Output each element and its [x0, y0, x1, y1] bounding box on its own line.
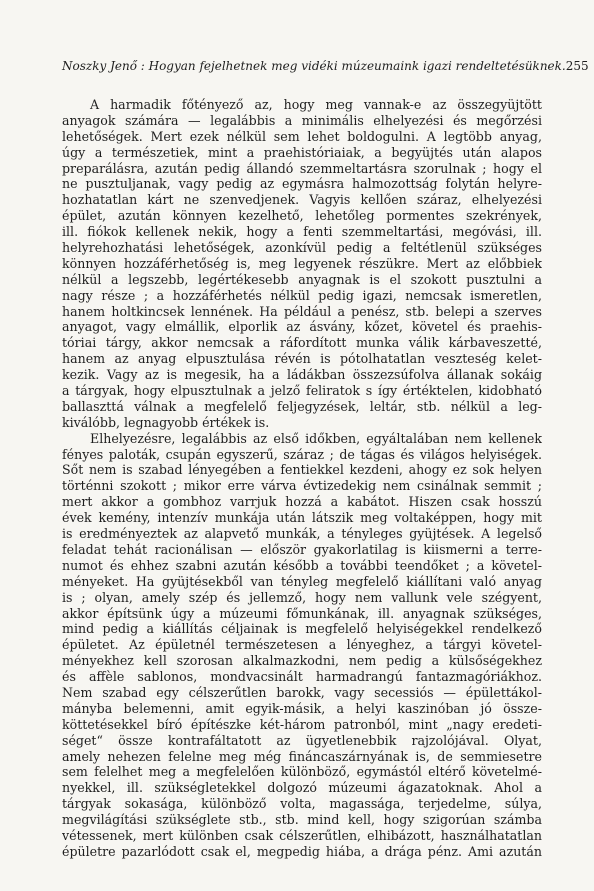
text-line: fényes paloták, csupán egyszerű, száraz ; de tágas és világos helyiségek. [62, 446, 542, 462]
text-line: és affèle sablonos, mondvacsinált harmadrangú fantazmagóriákhoz. [62, 669, 542, 685]
text-line: helyrehozhatási lehetőségek, azonkívül pedig a feltétlenül szükséges [62, 240, 542, 256]
text-line: séget“ össze kontrafáltatott az ügyetlenebbik rajzolójával. Olyat, [62, 732, 542, 748]
text-line: mind pedig a kiállítás céljainak is megfelelő helyiségekkel rendelkező [62, 621, 542, 637]
text-line: épületet. Az épületnél természetesen a lényeghez, a tárgyi követel- [62, 637, 542, 653]
text-line: történni szokott ; mikor erre várva évtizedekig nem csinálnak semmit ; [62, 478, 542, 494]
text-line: könnyen hozzáférhetőség is, meg legyenek részükre. Mert az előbbiek [62, 255, 542, 271]
text-line: akkor építsünk úgy a múzeumi főmunkának, ill. anyagnak szükséges, [62, 605, 542, 621]
text-line: évek kemény, intenzív munkája után látszik meg voltaképpen, hogy mit [62, 510, 542, 526]
text-line: hanem az anyag elpusztulása révén is pótolhatatlan veszteség kelet- [62, 351, 542, 367]
text-line: kiválóbb, legnagyobb értékek is. [62, 414, 270, 430]
text-line: anyagot, vagy elmállik, elporlik az ásvány, kőzet, követel és praehis- [62, 319, 542, 335]
text-line: ményekhez kell szorosan alkalmazkodni, nem pedig a külsőségekhez [62, 653, 542, 669]
text-line: mányba belemenni, amit egyik-másik, a helyi kaszinóban jó össze- [62, 700, 542, 716]
text-line: nélkül a legszebb, legértékesebb anyagnak is el szokott pusztulni a [62, 271, 542, 287]
text-line: nagy része ; a hozzáférhetés nélkül pedig igazi, nemcsak ismeretlen, [62, 287, 542, 303]
text-line: Sőt nem is szabad lényegében a fentiekkel kezdeni, ahogy ez sok helyen [62, 462, 542, 478]
text-line: ne pusztuljanak, vagy pedig az egymásra halmozottság folytán helyre- [62, 176, 542, 192]
text-line: anyagok számára — legalábbis a minimális elhelyezési és megőrzési [62, 112, 542, 128]
text-line: hozhatatlan kárt ne szenvedjenek. Vagyis kellően száraz, elhelyezési [62, 192, 542, 208]
text-line: a tárgyak, hogy elpusztulnak a jelző feliratok s így értéktelen, kidobható [62, 383, 542, 399]
page-number: 255 [565, 59, 589, 73]
text-line: is eredményeztek az alapvető munkák, a tényleges gyüjtések. A legelső [62, 526, 542, 542]
text-line: ill. fiókok kellenek nekik, hogy a fenti szemmeltartási, megóvási, ill. [62, 224, 542, 240]
text-line: tóriai tárgy, akkor nemcsak a ráfordított munka válik kárbaveszetté, [62, 335, 542, 351]
text-line: nyekkel, ill. szükségletekkel dolgozó múzeumi ágazatoknak. Ahol a [62, 780, 542, 796]
text-line: hanem holtkincsek lennének. Ha például a penész, stb. belepi a szerves [62, 303, 542, 319]
text-line: preparálásra, azután pedig állandó szemmeltartásra szorulnak ; hogy el [62, 160, 542, 176]
text-line: tárgyak sokasága, különböző volta, magassága, terjedelme, súlya, [62, 796, 542, 812]
text-line: mert akkor a gombhoz varrjuk hozzá a kabátot. Hiszen csak hosszú [62, 494, 542, 510]
running-header [62, 57, 589, 75]
text-line: Nem szabad egy célszerűtlen barokk, vagy secessiós — épülettákol- [62, 684, 542, 700]
text-line: amely nehezen felelne meg még fináncaszárnyának is, de semmiesetre [62, 748, 542, 764]
text-line: Elhelyezésre, legalábbis az első időkben, egyáltalában nem kellenek [90, 430, 542, 446]
text-line: épületre pazarlódott csak el, megpedig hiába, a drága pénz. Ami azután [62, 843, 542, 859]
text-line: épület, azután könnyen kezelhető, lehetőleg pormentes szekrények, [62, 208, 542, 224]
running-title: Noszky Jenő : Hogyan fejelhetnek meg vidéki múzeumaink igazi rendeltetésüknek. [62, 59, 566, 73]
text-line: lehetőségek. Mert ezek nélkül sem lehet boldogulni. A legtöbb anyag, [62, 128, 542, 144]
text-line: feladat tehát racionálisan — először gyakorlatilag is kiismerni a terre- [62, 541, 542, 557]
text-line: vétessenek, mert különben csak célszerűtlen, elhibázott, használhatatlan [62, 827, 542, 843]
text-line: sem felelhet meg a megfelelően különböző, egymástól eltérő követelmé- [62, 764, 542, 780]
text-line: numot és ehhez szabni azután később a további teendőket ; a követel- [62, 557, 542, 573]
text-line: megvilágítási szükséglete stb., stb. mind kell, hogy szigorúan számba [62, 812, 542, 828]
text-line: köttetésekkel bíró építészke két-három patronból, mint „nagy eredeti- [62, 716, 542, 732]
text-line: ményeket. Ha gyüjtésekből van tényleg megfelelő kiállítani való anyag [62, 573, 542, 589]
text-line: ballaszttá válnak a megfelelő feljegyzések, leltár, stb. nélkül a leg- [62, 398, 542, 414]
text-line: A harmadik főtényező az, hogy meg vannak-e az összegyüjtött [90, 97, 542, 112]
text-line: úgy a természetiek, mint a praehistóriaiak, a begyüjtés után alapos [62, 144, 542, 160]
body-text [62, 97, 542, 860]
text-line: is ; olyan, amely szép és jellemző, hogy nem vallunk vele szégyent, [62, 589, 542, 605]
text-line: kezik. Vagy az is megesik, ha a ládákban összezsúfolva állanak sokáig [62, 367, 542, 383]
